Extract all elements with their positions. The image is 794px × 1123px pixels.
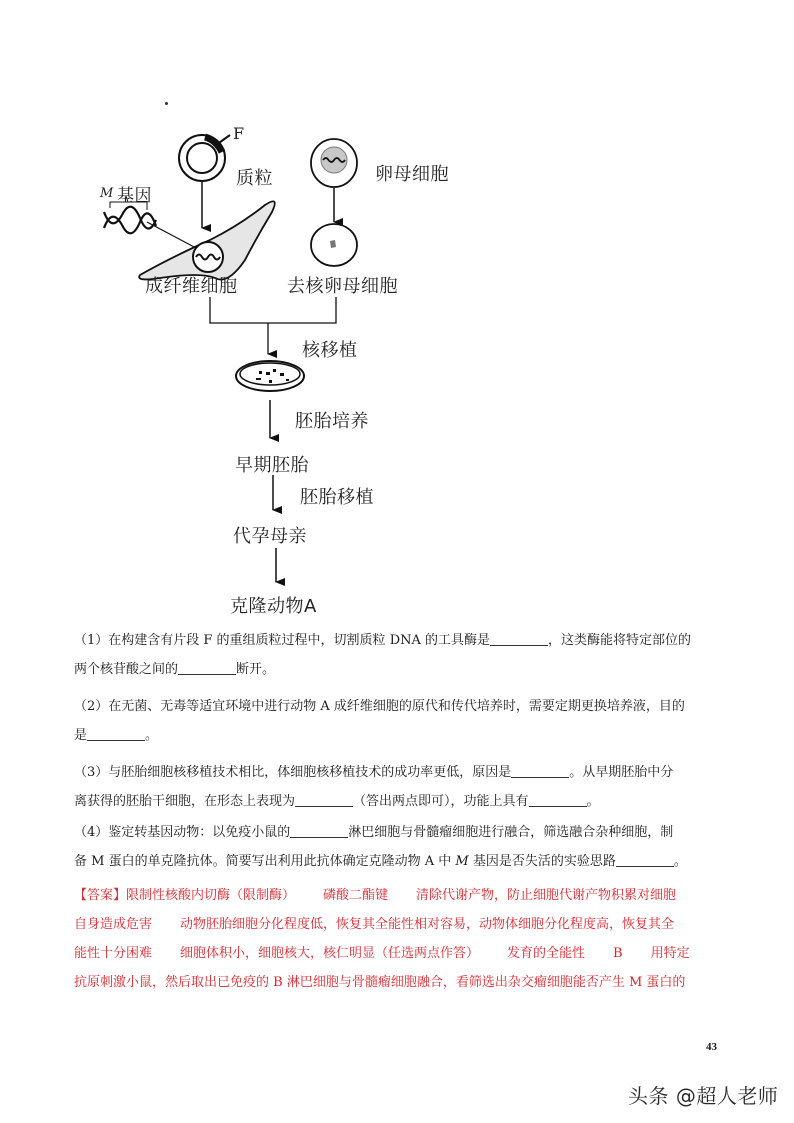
answer-tag: 【答案】 (74, 888, 127, 903)
page-number: 43 (706, 1041, 717, 1053)
enucleated-oocyte-icon (311, 224, 357, 266)
answer-3b: 自身造成危害 (74, 917, 153, 932)
oocyte-icon (311, 139, 357, 187)
plasmid-icon (179, 135, 230, 181)
label-m-gene: 基因 (117, 186, 152, 206)
label-cloned-animal: 克隆动物A (230, 596, 317, 617)
q3-text-e: 。 (586, 794, 600, 809)
answer-3a: 清除代谢产物，防止细胞代谢产物积累对细胞 (416, 888, 677, 903)
q3-text-a: （3）与胚胎细胞核移植技术相比，体细胞核移植技术的成功率更低，原因是 (74, 765, 512, 780)
label-fibroblast: 成纤维细胞 (145, 276, 238, 297)
answer-blank (616, 852, 674, 867)
answer-8b: 抗原刺激小鼠，然后取出已免疫的 B 淋巴细胞与骨髓瘤细胞融合，看筛选出杂交瘤细胞能否产生 M 蛋白的 (74, 975, 686, 990)
q1-text-b: ，这类酶能将特定部位的 (548, 633, 692, 648)
q2-text-a: （2）在无菌、无毒等适宜环境中进行动物 A 成纤维细胞的原代和传代培养时，需要定期更换培养液，目的 (74, 699, 685, 714)
fibroblast-icon (139, 201, 275, 279)
q4-text-a: （4）鉴定转基因动物：以免疫小鼠的 (74, 825, 291, 840)
q3-text-c: 离获得的胚胎干细胞，在形态上表现为 (74, 794, 296, 809)
q2-text-b: 是 (74, 728, 88, 743)
label-m-gene-italic: M (100, 186, 114, 201)
label-enucleated-oocyte: 去核卵母细胞 (287, 276, 398, 297)
answer-blank (178, 660, 236, 675)
label-fragment-f: F (233, 124, 245, 143)
label-plasmid: 质粒 (236, 168, 273, 189)
q2-text-c: 。 (145, 728, 159, 743)
watermark: 头条 @超人老师 (628, 1084, 779, 1108)
answer-blank (511, 763, 569, 778)
question-1 (74, 626, 724, 684)
question-3 (74, 758, 724, 816)
label-surrogate-mother: 代孕母亲 (233, 526, 307, 547)
label-early-embryo: 早期胚胎 (235, 455, 309, 476)
q1-text-d: 断开。 (236, 662, 276, 677)
label-embryo-culture: 胚胎培养 (295, 411, 369, 432)
answer-section (74, 881, 724, 997)
question-2 (74, 692, 724, 750)
answer-1: 限制性核酸内切酶（限制酶） (126, 888, 296, 903)
answer-blank (529, 792, 587, 807)
question-4 (74, 818, 724, 876)
answer-6: 发育的全能性 (507, 946, 586, 961)
answer-4a: 动物胚胎细胞分化程度低，恢复其全能性相对容易，动物体细胞分化程度高，恢复其全 (180, 917, 675, 932)
answer-blank (295, 792, 353, 807)
merge-connector (210, 297, 336, 323)
q4-m-italic: M (455, 854, 469, 869)
petri-dish-icon (236, 361, 304, 391)
q3-text-b: 。从早期胚胎中分 (569, 765, 674, 780)
label-embryo-transfer: 胚胎移植 (300, 487, 374, 508)
label-nuclear-transfer: 核移植 (302, 340, 358, 361)
q4-text-b: 淋巴细胞与骨髓瘤细胞进行融合，筛选融合杂种细胞，制 (348, 825, 674, 840)
answer-blank (87, 726, 145, 741)
answer-blank (490, 631, 548, 646)
label-oocyte: 卵母细胞 (375, 164, 449, 185)
answer-7: B (613, 946, 623, 961)
q1-text-a: （1）在构建含有片段 F 的重组质粒过程中，切割质粒 DNA 的工具酶是 (74, 633, 491, 648)
answer-4b: 能性十分困难 (74, 946, 153, 961)
q4-text-d: 基因是否失活的实验思路 (468, 854, 616, 869)
answer-5: 细胞体积小，细胞核大，核仁明显（任选两点作答） (180, 946, 480, 961)
answer-blank (290, 823, 348, 838)
answer-2: 磷酸二酯键 (323, 888, 389, 903)
q3-text-d: （答出两点即可），功能上具有 (353, 794, 529, 809)
q4-text-c: 备 M 蛋白的单克隆抗体。简要写出利用此抗体确定克隆动物 A 中 (74, 854, 456, 869)
q1-text-c: 两个核苷酸之间的 (74, 662, 179, 677)
q4-text-e: 。 (673, 854, 687, 869)
answer-8a: 用特定 (650, 946, 690, 961)
